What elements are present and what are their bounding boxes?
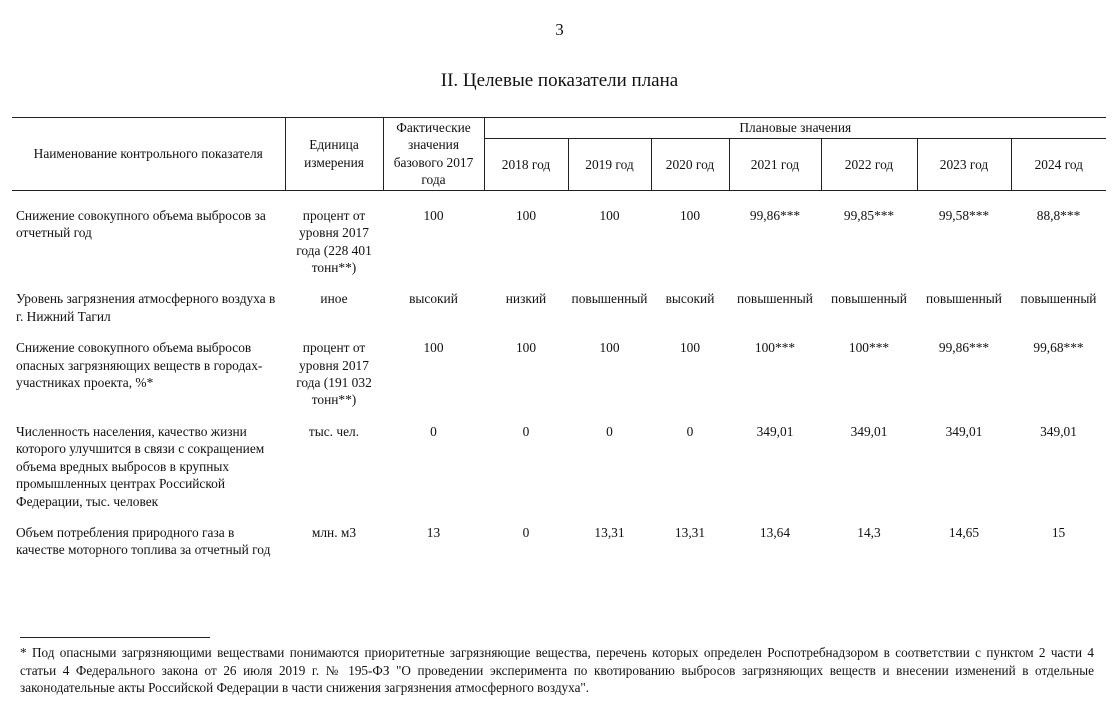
header-year: 2023 год bbox=[917, 139, 1011, 191]
planned-value: 100 bbox=[679, 340, 701, 356]
planned-value: повышенный bbox=[1020, 291, 1097, 307]
planned-value: повышенный bbox=[926, 291, 1002, 307]
target-indicators-table bbox=[12, 117, 1106, 573]
planned-value: 349,01 bbox=[1040, 423, 1077, 439]
planned-value: 349,01 bbox=[945, 423, 983, 439]
planned-value: 13,31 bbox=[674, 525, 706, 541]
indicator-unit: процент от уровня 2017 года (191 032 тонн**) bbox=[296, 340, 372, 408]
table-row bbox=[12, 524, 1106, 573]
planned-value: 99,86*** bbox=[938, 340, 990, 356]
header-year: 2019 год bbox=[568, 139, 651, 191]
planned-value: 100*** bbox=[848, 340, 890, 356]
planned-value: повышенный bbox=[737, 291, 813, 307]
header-year: 2024 год bbox=[1011, 139, 1106, 191]
planned-value: 100 bbox=[599, 207, 620, 223]
header-base: Фактические значения базового 2017 года bbox=[383, 118, 484, 191]
indicator-name: Снижение совокупного объема выбросов за отчетный год bbox=[16, 207, 266, 241]
table-row bbox=[12, 290, 1106, 339]
planned-value: 99,58*** bbox=[938, 207, 990, 223]
planned-value: повышенный bbox=[831, 291, 907, 307]
table-row bbox=[12, 423, 1106, 524]
planned-value: 100 bbox=[515, 207, 537, 223]
planned-value: высокий bbox=[665, 291, 715, 307]
header-unit: Единица измерения bbox=[285, 118, 383, 191]
planned-value: 100*** bbox=[754, 340, 796, 356]
base-value: 0 bbox=[430, 423, 437, 439]
planned-value: низкий bbox=[505, 291, 547, 307]
planned-value: 349,01 bbox=[850, 423, 888, 439]
planned-value: повышенный bbox=[571, 291, 648, 307]
footnote: * Под опасными загрязняющими веществами понимаются приоритетные загрязняющие вещества, перечень которых определен Роспотребнадзором в соответствии с пунктом 2 части 4 статьи 4 Федерального закона от 26 июля 2019 г. № 195-ФЗ "О проведении эксперимента по квотированию выбросов загрязняющих веществ и внесении изменений в отдельные законодательные акты Российской Федерации в части снижения загрязнения атмосферного воздуха". bbox=[20, 645, 1094, 696]
header-year: 2018 год bbox=[484, 139, 568, 191]
header-year: 2020 год bbox=[651, 139, 729, 191]
indicator-name: Объем потребления природного газа в качестве моторного топлива за отчетный год bbox=[16, 525, 271, 558]
header-year: 2021 год bbox=[729, 139, 821, 191]
planned-value: 100 bbox=[599, 340, 620, 356]
planned-value: 0 bbox=[522, 423, 530, 439]
planned-value: 0 bbox=[522, 525, 530, 541]
planned-value: 0 bbox=[686, 423, 694, 439]
indicator-name: Снижение совокупного объема выбросов опасных загрязняющих веществ в городах-участниках проекта, %* bbox=[16, 340, 263, 391]
indicator-name: Численность населения, качество жизни которого улучшится в связи с сокращением объема вредных выбросов в крупных промышленных центрах Российской Федерации, тыс. человек bbox=[16, 423, 265, 509]
table-row bbox=[12, 339, 1106, 423]
planned-value: 13,31 bbox=[594, 525, 625, 541]
table-row bbox=[12, 190, 1106, 290]
indicator-unit: млн. м3 bbox=[311, 525, 357, 541]
header-year: 2022 год bbox=[821, 139, 917, 191]
header-planned: Плановые значения bbox=[484, 118, 1106, 139]
planned-value: 100 bbox=[515, 340, 537, 356]
planned-value: 99,68*** bbox=[1033, 340, 1084, 356]
indicator-name: Уровень загрязнения атмосферного воздуха в г. Нижний Тагил bbox=[16, 291, 276, 324]
planned-value: 99,86*** bbox=[749, 207, 801, 223]
planned-value: 100 bbox=[679, 207, 701, 223]
planned-value: 14,3 bbox=[857, 525, 881, 541]
base-value: 100 bbox=[423, 340, 444, 356]
planned-value: 0 bbox=[606, 423, 613, 439]
indicator-unit: тыс. чел. bbox=[308, 423, 360, 439]
planned-value: 15 bbox=[1051, 525, 1066, 541]
base-value: 13 bbox=[426, 525, 441, 541]
section-title: II. Целевые показатели плана bbox=[440, 70, 679, 91]
planned-value: 13,64 bbox=[759, 525, 791, 541]
indicator-unit: иное bbox=[320, 291, 348, 307]
indicator-unit: процент от уровня 2017 года (228 401 тонн**) bbox=[296, 207, 372, 275]
planned-value: 88,8*** bbox=[1036, 207, 1081, 223]
footnote-divider bbox=[20, 637, 210, 638]
base-value: высокий bbox=[409, 291, 458, 307]
header-indicator: Наименование контрольного показателя bbox=[12, 118, 285, 191]
planned-value: 349,01 bbox=[756, 423, 794, 439]
planned-value: 99,85*** bbox=[843, 207, 895, 223]
page-number: 3 bbox=[555, 20, 564, 39]
planned-value: 14,65 bbox=[948, 525, 980, 541]
base-value: 100 bbox=[423, 207, 444, 223]
